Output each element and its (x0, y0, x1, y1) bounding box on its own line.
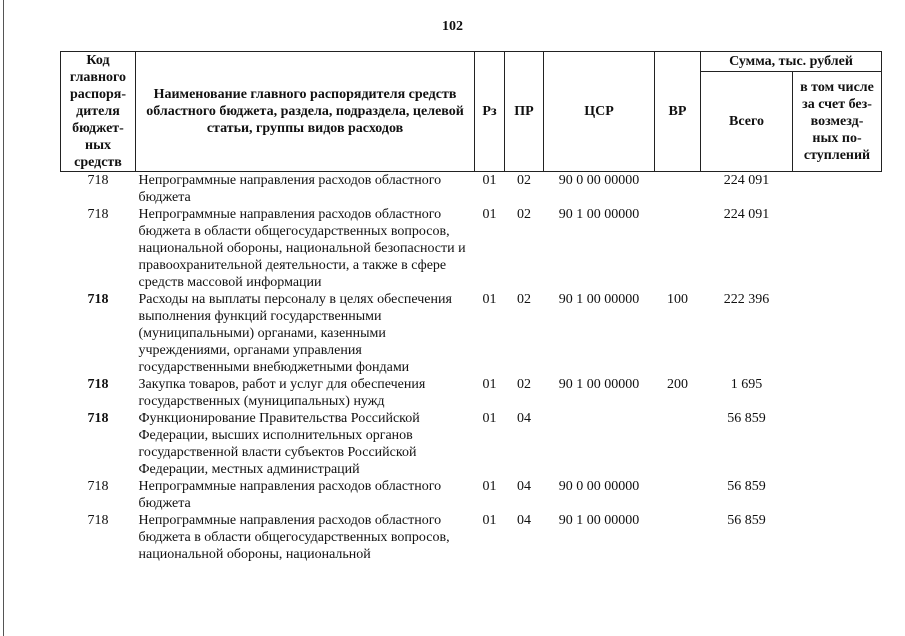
table-row (61, 478, 882, 512)
code-cell: 718 (87, 207, 109, 222)
pr-cell: 04 (517, 411, 531, 426)
gift-cell (793, 410, 882, 478)
total-cell: 56 859 (727, 479, 766, 494)
code-cell: 718 (87, 292, 109, 307)
csr-cell: 90 1 00 00000 (558, 207, 640, 222)
gift-cell (793, 206, 882, 291)
pr-cell: 02 (517, 207, 531, 222)
header-gift: в том числе за счет без- возмезд- ных по- ступлений (793, 72, 882, 172)
page-number: 102 (442, 19, 463, 34)
name-cell: Непрограммные направления расходов областного бюджета в области общегосударственных вопросов, национальной обороны, национальной (138, 513, 450, 562)
pr-cell: 04 (517, 479, 531, 494)
vr-cell: 200 (667, 377, 688, 392)
table-header (61, 52, 882, 172)
rz-cell: 01 (482, 411, 497, 426)
total-cell: 224 091 (723, 173, 770, 188)
vr-cell (655, 512, 701, 563)
csr-cell: 90 1 00 00000 (558, 377, 640, 392)
name-cell: Непрограммные направления расходов областного бюджета (138, 479, 442, 511)
name-cell: Непрограммные направления расходов областного бюджета (138, 173, 442, 205)
vr-cell: 100 (667, 292, 688, 307)
rz-cell: 01 (482, 292, 497, 307)
gift-cell (793, 376, 882, 410)
table-row (61, 376, 882, 410)
gift-cell (793, 291, 882, 376)
header-total: Всего (701, 72, 793, 172)
gift-cell (793, 478, 882, 512)
csr-cell: 90 1 00 00000 (558, 513, 640, 528)
pr-cell: 02 (517, 377, 531, 392)
rz-cell: 01 (482, 513, 497, 528)
name-cell: Расходы на выплаты персоналу в целях обеспечения выполнения функций государственными (муниципальными) органами, казенными учреждениями, органами управления государственными внебюджетными фондами (138, 292, 452, 375)
vr-cell (655, 172, 701, 207)
header-pr: ПР (505, 52, 544, 172)
header-sum-group: Сумма, тыс. рублей (701, 52, 882, 72)
name-cell: Непрограммные направления расходов областного бюджета в области общегосударственных вопросов, национальной обороны, национальной безопасности и правоохранительной деятельности, а также в сфере средств массовой информации (138, 207, 466, 290)
total-cell: 1 695 (730, 377, 763, 392)
rz-cell: 01 (482, 377, 497, 392)
header-name: Наименование главного распорядителя средств областного бюджета, раздела, подраздела, целевой статьи, группы видов расходов (136, 52, 475, 172)
code-cell: 718 (87, 377, 109, 392)
name-cell: Закупка товаров, работ и услуг для обеспечения государственных (муниципальных) нужд (138, 377, 426, 409)
csr-cell: 90 0 00 00000 (558, 479, 640, 494)
pr-cell: 02 (517, 173, 531, 188)
total-cell: 222 396 (723, 292, 770, 307)
total-cell: 56 859 (727, 513, 766, 528)
code-cell: 718 (87, 513, 109, 528)
table-row (61, 172, 882, 207)
csr-cell: 90 0 00 00000 (558, 173, 640, 188)
scan-frame-edge (3, 0, 4, 636)
header-csr: ЦСР (544, 52, 655, 172)
gift-cell (793, 172, 882, 207)
header-code: Код главного распоря- дителя бюджет- ных средств (61, 52, 136, 172)
vr-cell (655, 206, 701, 291)
rz-cell: 01 (482, 207, 497, 222)
table-row (61, 206, 882, 291)
code-cell: 718 (87, 173, 109, 188)
table-row (61, 410, 882, 478)
vr-cell (655, 410, 701, 478)
budget-table (60, 51, 882, 563)
rz-cell: 01 (482, 173, 497, 188)
vr-cell (655, 478, 701, 512)
header-vr: ВР (655, 52, 701, 172)
name-cell: Функционирование Правительства Российской Федерации, высших исполнительных органов государственной власти субъектов Российской Федерации, местных администраций (138, 411, 420, 477)
code-cell: 718 (87, 411, 109, 426)
gift-cell (793, 512, 882, 563)
total-cell: 224 091 (723, 207, 770, 222)
header-rz: Рз (475, 52, 505, 172)
csr-cell: 90 1 00 00000 (558, 292, 640, 307)
table-row (61, 512, 882, 563)
csr-cell (544, 410, 655, 478)
rz-cell: 01 (482, 479, 497, 494)
total-cell: 56 859 (727, 411, 766, 426)
code-cell: 718 (87, 479, 109, 494)
pr-cell: 04 (517, 513, 531, 528)
table-body (61, 172, 882, 564)
table-row (61, 291, 882, 376)
pr-cell: 02 (517, 292, 531, 307)
